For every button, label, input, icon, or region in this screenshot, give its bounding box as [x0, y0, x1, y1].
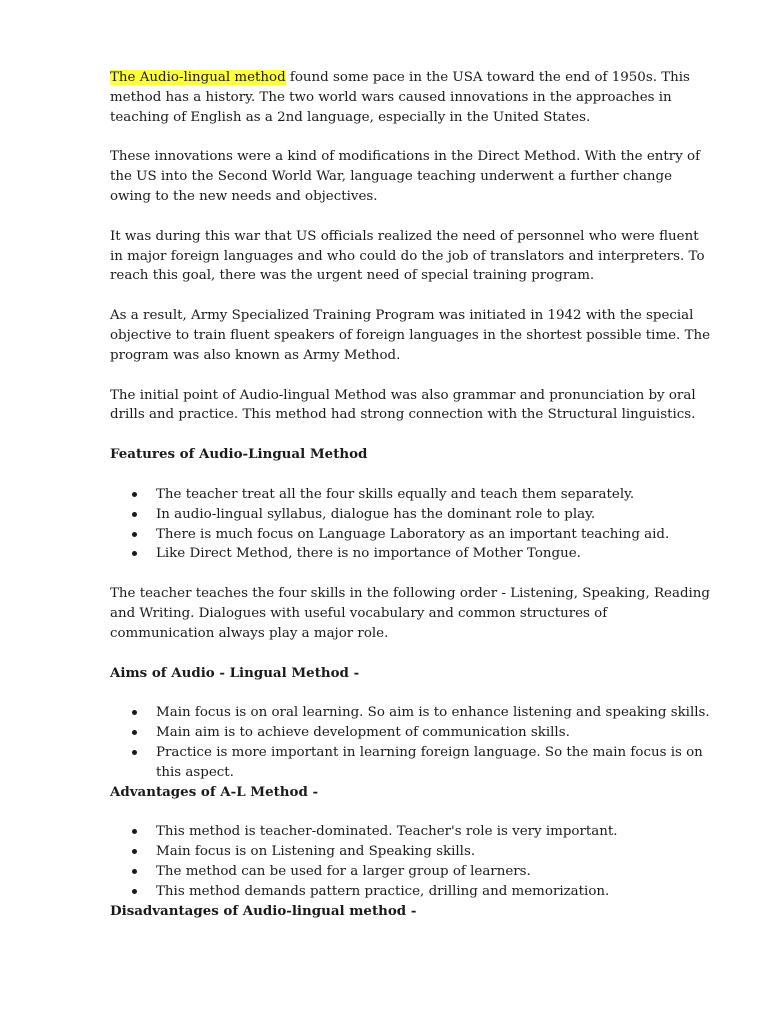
list-advantages — [110, 822, 712, 901]
paragraph-intro-text: found some pace in the USA toward the end of 1950s. This method has a history. The two world wars caused innovations in the approaches in teaching of English as a 2nd language, especially in the United States. — [110, 70, 690, 125]
paragraph-innovations: These innovations were a kind of modifications in the Direct Method. With the entry of the US into the Second World War, language teaching underwent a further change owing to the new needs and objectives. — [110, 149, 701, 204]
list-item: This method demands pattern practice, drilling and memorization. — [156, 882, 712, 902]
heading-disadvantages: Disadvantages of Audio-lingual method - — [110, 902, 417, 919]
heading-aims: Aims of Audio - Lingual Method - — [110, 664, 360, 681]
list-item: The teacher treat all the four skills equally and teach them separately. — [156, 485, 712, 505]
paragraph-war: It was during this war that US officials realized the need of personnel who were fluent in major foreign languages and who could do the job of translators and interpreters. To reach this goal, there was the urgent need of special training program. — [110, 228, 705, 284]
list-item: The method can be used for a larger group of learners. — [156, 862, 712, 882]
list-item: In audio-lingual syllabus, dialogue has the dominant role to play. — [156, 505, 712, 525]
heading-features: Features of Audio-Lingual Method — [110, 446, 368, 463]
list-item: Main focus is on Listening and Speaking skills. — [156, 842, 712, 862]
list-item: There is much focus on Language Laboratory as an important teaching aid. — [156, 525, 712, 545]
list-aims — [110, 703, 712, 782]
list-item: Practice is more important in learning foreign language. So the main focus is on this aspect. — [156, 743, 712, 783]
paragraph-skills-order: The teacher teaches the four skills in the following order - Listening, Speaking, Reading and Writing. Dialogues with useful vocabulary and common structures of communication always play a major role. — [110, 586, 711, 641]
paragraph-army-program: As a result, Army Specialized Training Program was initiated in 1942 with the special objective to train fluent speakers of foreign languages in the shortest possible time. The program was also known as Army Method. — [110, 308, 711, 363]
heading-advantages: Advantages of A-L Method - — [110, 783, 319, 800]
list-item: Like Direct Method, there is no importance of Mother Tongue. — [156, 544, 712, 564]
list-item: This method is teacher-dominated. Teacher's role is very important. — [156, 822, 712, 842]
paragraph-intro — [110, 68, 712, 127]
list-features — [110, 485, 712, 564]
paragraph-initial-point: The initial point of Audio-lingual Method was also grammar and pronunciation by oral drills and practice. This method had strong connection with the Structural linguistics. — [110, 387, 696, 423]
highlighted-text: The Audio-lingual method — [110, 70, 286, 85]
list-item: Main focus is on oral learning. So aim is to enhance listening and speaking skills. — [156, 703, 712, 723]
list-item: Main aim is to achieve development of communication skills. — [156, 723, 712, 743]
